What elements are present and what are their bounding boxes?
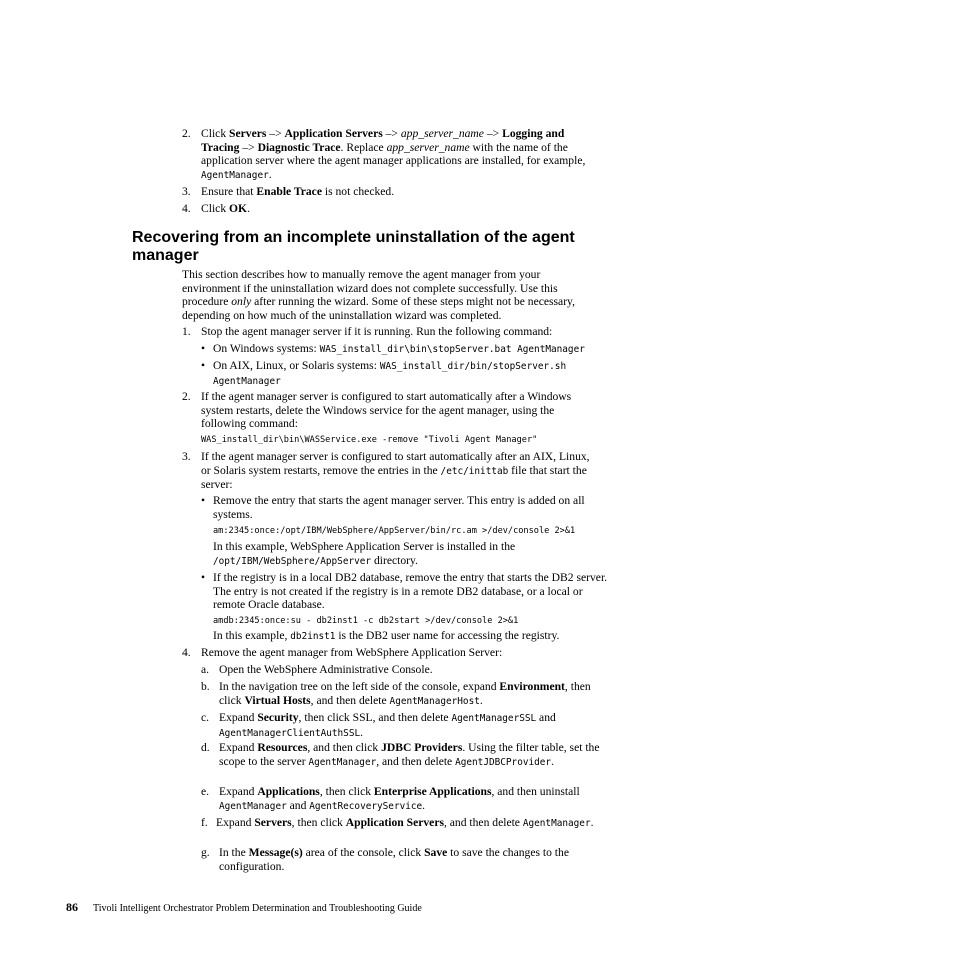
text-run: , then click [319, 785, 374, 798]
text-run: JDBC Providers [381, 741, 463, 754]
text-run: Expand [219, 711, 258, 724]
sub-letter: d. [201, 741, 210, 754]
text-run: is not checked. [321, 185, 395, 198]
text-run: , and then delete [310, 693, 390, 707]
text-run: . [590, 816, 594, 829]
intro-paragraph [182, 268, 592, 322]
step-3-bullet-2: If the registry is in a local DB2 database, remove the entry that starts the DB2 server. The entry is not created if the registry is in a remote DB2 database, or a local or remote Oracle database. [213, 571, 608, 612]
text-run: . [479, 693, 483, 707]
text-run: app_server_name [400, 127, 484, 140]
text-run: is the DB2 user name for accessing the registry. [335, 629, 560, 642]
text-run: area of the console, click [302, 846, 425, 859]
text-run: , and then delete [376, 754, 456, 768]
list-number: 3. [182, 185, 191, 198]
text-run: AgentManager [201, 169, 269, 181]
text-run: AgentRecoveryService [309, 800, 423, 812]
text-run: directory. [371, 553, 418, 567]
footer-title: Tivoli Intelligent Orchestrator Problem Determination and Troubleshooting Guide [93, 903, 422, 914]
step-4f-text [216, 816, 609, 831]
text-run: WAS_install_dir\bin\stopServer.bat AgentManager [319, 344, 585, 355]
sub-letter: b. [201, 680, 210, 693]
step-3-code-1: am:2345:once:/opt/IBM/WebSphere/AppServer/bin/rc.am >/dev/console 2>&1 [213, 526, 576, 536]
text-run: after running the wizard. Some of these steps might not be necessary, depending on how much of the uninstallation wizard was completed. [182, 295, 575, 322]
text-run: and [286, 798, 310, 812]
text-run: This section describes how to manually remove the agent manager from your environment if the uninstallation wizard does not complete successfully. Use this procedure [182, 268, 558, 309]
sub-letter: g. [201, 846, 210, 859]
list-number: 2. [182, 127, 191, 140]
text-run: . [268, 167, 272, 181]
text-run: Applications [257, 785, 320, 798]
text-run: . [422, 798, 426, 812]
bullet: • [201, 342, 206, 355]
text-run: Enterprise Applications [373, 785, 492, 798]
step-2-trace-text [201, 127, 591, 182]
text-run: . Using the filter table, set the scope to the server [219, 741, 600, 768]
text-run: –> [382, 127, 401, 140]
text-run: AgentManagerHost [389, 695, 480, 707]
text-run: . [551, 754, 554, 768]
text-run: and [536, 711, 556, 724]
text-run: file that start the server: [201, 463, 587, 492]
text-run: Diagnostic Trace [257, 140, 341, 154]
step-2-code: WAS_install_dir\bin\WASService.exe -remove "Tivoli Agent Manager" [201, 435, 538, 445]
text-run: /opt/IBM/WebSphere/AppServer [213, 555, 372, 567]
list-number: 1. [182, 325, 191, 338]
list-number: 4. [182, 646, 191, 659]
text-run: On AIX, Linux, or Solaris systems: [213, 359, 380, 372]
text-run: WAS_install_dir/bin/stopServer.sh AgentManager [213, 361, 567, 387]
step-1-text: Stop the agent manager server if it is running. Run the following command: [201, 325, 553, 338]
list-number: 4. [182, 202, 191, 215]
step-4a-text [219, 663, 612, 677]
list-number: 2. [182, 390, 191, 403]
step-3-note-1 [213, 540, 608, 568]
text-run: If the agent manager server is configured to start automatically after an AIX, Linux, or Solaris system restarts, remove the entries in the [201, 450, 590, 477]
step-4b-text [219, 680, 612, 708]
step-4c-text [219, 711, 612, 740]
text-run: , then click [219, 680, 591, 707]
text-run: Virtual Hosts [244, 693, 311, 707]
step-4-click-ok-text [201, 202, 591, 216]
text-run: AgentManager [522, 818, 591, 829]
text-run: Resources [257, 741, 308, 754]
text-run: In this example, [213, 629, 291, 642]
sub-letter: e. [201, 785, 210, 798]
text-run: AgentManagerClientAuthSSL [219, 727, 361, 739]
text-run: . Replace [340, 140, 387, 154]
list-number: 3. [182, 450, 191, 463]
text-run: Enable Trace [256, 185, 322, 198]
text-run: Expand [216, 816, 255, 829]
text-run: –> [266, 127, 285, 140]
text-run: Application Servers [345, 816, 444, 829]
text-run: Message(s) [248, 846, 303, 859]
step-4-text: Remove the agent manager from WebSphere Application Server: [201, 646, 503, 659]
step-2-text: If the agent manager server is configured to start automatically after a Windows system restarts, delete the Windows service for the agent manager, using the following command: [201, 390, 572, 431]
text-run: Click [201, 127, 230, 140]
sub-letter: c. [201, 711, 210, 724]
text-run: Environment [499, 680, 565, 693]
text-run: to save the changes to the configuration. [219, 846, 569, 873]
text-run: –> [483, 127, 503, 140]
text-run: . [360, 725, 364, 739]
text-run: Servers [229, 127, 267, 140]
sub-letter: f. [201, 816, 208, 829]
sub-letter: a. [201, 663, 210, 676]
page-number: 86 [66, 900, 78, 914]
text-run: Click [201, 202, 230, 215]
text-run: AgentManager [308, 756, 377, 768]
bullet: • [201, 571, 206, 584]
text-run: , and then click [307, 741, 382, 754]
section-heading: Recovering from an incomplete uninstallation of the agent manager [132, 229, 575, 264]
text-run: In the [219, 846, 249, 859]
step-4g-text [219, 846, 612, 873]
text-run: , then click [291, 816, 346, 829]
text-run: AgentManagerSSL [451, 713, 537, 724]
text-run: Application Servers [284, 127, 383, 140]
text-run: AgentJDBCProvider [455, 756, 552, 768]
text-run: /etc/inittab [440, 465, 509, 477]
text-run: Ensure that [201, 185, 257, 198]
step-3-text [201, 450, 601, 492]
text-run: Servers [254, 816, 292, 829]
text-run: In the navigation tree on the left side of the console, expand [219, 680, 500, 693]
bullet: • [201, 494, 206, 507]
text-run: Security [257, 711, 299, 724]
text-run: Expand [219, 785, 258, 798]
step-3-bullet-1: Remove the entry that starts the agent manager server. This entry is added on all systems. [213, 494, 585, 521]
text-run: db2inst1 [290, 631, 336, 642]
text-run: Logging and Tracing [201, 127, 565, 154]
text-run: , and then uninstall [491, 785, 580, 798]
text-run: , and then delete [443, 816, 523, 829]
step-1-windows-command [213, 342, 613, 357]
text-run: –> [239, 140, 258, 154]
text-run: OK [229, 202, 248, 215]
step-4d-text [219, 741, 612, 769]
text-run: On Windows systems: [213, 342, 320, 355]
text-run: with the name of the application server where the agent manager applications are installed, for example, [201, 140, 586, 168]
text-run: . [247, 202, 250, 215]
text-run: In this example, WebSphere Application Server is installed in the [213, 540, 516, 553]
step-4e-text [219, 785, 614, 813]
step-3-note-2 [213, 629, 613, 644]
text-run: Save [424, 846, 448, 859]
text-run: only [231, 295, 252, 309]
step-3-enable-trace-text [201, 185, 591, 199]
text-run: app_server_name [386, 140, 470, 154]
bullet: • [201, 359, 206, 372]
text-run: AgentManager [219, 800, 287, 812]
text-run: Open the WebSphere Administrative Console. [219, 663, 433, 676]
step-3-code-2: amdb:2345:once:su - db2inst1 -c db2start >/dev/console 2>&1 [213, 616, 519, 626]
step-1-unix-command [213, 359, 608, 388]
text-run: , then click SSL, and then delete [298, 711, 452, 724]
text-run: Expand [219, 741, 258, 754]
